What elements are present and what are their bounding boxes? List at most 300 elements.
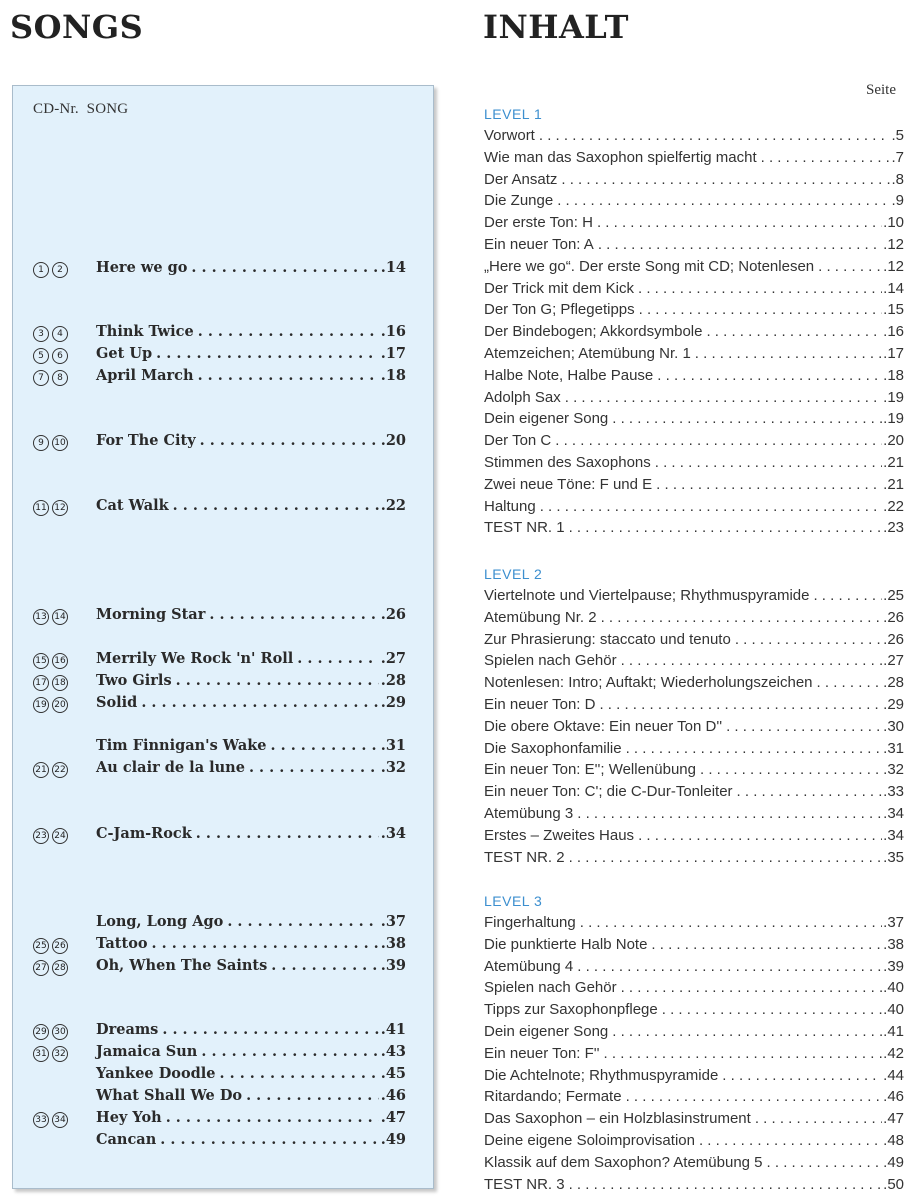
page-number-value: 32 [887,761,904,779]
leader-dots [767,1154,883,1171]
leader-dots [612,1023,882,1040]
toc-page-number: .50 [883,1175,904,1193]
leader-dots [735,631,882,648]
toc-entry-title: Klassik auf dem Saxophon? Atemübung 5 [484,1153,763,1171]
song-row [33,345,406,367]
leader-dots [621,979,883,996]
toc-entry-title: Dein eigener Song [484,1023,609,1040]
cd-numbers [33,960,96,976]
cd-track-number: 5 [33,348,49,364]
song-row [33,1043,406,1065]
toc-entry [484,1176,904,1198]
song-page-number: .28 [380,672,406,689]
toc-entry [484,389,904,411]
leader-dots [141,694,378,711]
cd-track-number: 13 [33,609,49,625]
page-number-value: 27 [887,652,904,670]
toc-entry [484,827,904,849]
toc-entry-title: Adolph Sax [484,388,561,406]
toc-page-number: .29 [883,696,904,713]
leader-dots [196,825,379,842]
leader-dots [638,280,882,297]
song-row [33,1065,406,1087]
page-number-value: 10 [887,214,904,232]
song-row [33,432,406,454]
page-number-value: 22 [385,497,406,514]
cd-numbers [33,1024,96,1040]
song-title: Morning Star [96,606,206,623]
toc-entry [484,149,904,171]
song-page-number: .49 [380,1131,406,1148]
page-number-value: 39 [385,957,406,974]
song-title: Yankee Doodle [96,1065,216,1082]
toc-entry-title: Wie man das Saxophon spielfertig macht [484,148,757,166]
songs-panel [12,85,434,1189]
page-number-value: 26 [887,630,904,648]
toc-page-number: .26 [883,630,904,648]
toc-entry-title: Der erste Ton: H [484,214,593,232]
leader-dots [580,914,882,931]
page-number-value: 38 [887,935,904,953]
leader-dots [569,519,883,536]
page-number-value: 30 [887,717,904,735]
cd-track-number: 3 [33,326,49,342]
cd-numbers [33,653,96,669]
toc-page-number: .37 [883,914,904,931]
page-number-value: 18 [887,366,904,384]
leader-dots [271,957,378,974]
page-number-value: 34 [887,826,904,844]
page-number-value: 25 [887,587,904,604]
leader-dots [639,301,883,318]
toc-entry-title: Ein neuer Ton: C'; die C-Dur-Tonleiter [484,783,733,801]
toc-entry [484,1067,904,1089]
cd-numbers [33,500,96,516]
toc-entry-title: Haltung [484,497,536,515]
toc-entry-title: Die Zunge [484,192,554,210]
level-label: LEVEL 3 [484,893,543,909]
cd-track-number: 29 [33,1024,49,1040]
song-title: Think Twice [96,323,194,340]
song-row [33,323,406,345]
page-number-value: 50 [887,1175,904,1193]
leader-dots [198,323,379,340]
toc-entry [484,914,904,936]
leader-dots [722,1067,882,1084]
toc-entry-title: Das Saxophon – ein Holzblasinstrument [484,1110,751,1128]
cd-track-number: 2 [52,262,68,278]
toc-entry-title: Die Achtelnote; Rhythmuspyramide [484,1066,719,1084]
toc-page-number: .25 [883,587,904,604]
page-number-value: 47 [385,1109,406,1126]
toc-page-number: .48 [883,1132,904,1149]
song-page-number: .22 [380,497,406,514]
page-number-value: 26 [385,606,406,623]
page-number-value: 7 [895,148,904,166]
leader-dots [657,367,882,384]
toc-page-number: .15 [883,301,904,319]
cd-numbers [33,435,96,451]
page-number-value: 28 [887,674,904,692]
song-page-number: .38 [380,935,406,952]
toc-entry-title: Vorwort [484,127,535,144]
page-number-value: 14 [887,279,904,297]
song-page-number: .27 [380,650,406,667]
toc-entry [484,849,904,871]
toc-entry [484,1001,904,1023]
leader-dots [198,367,379,384]
page-number-value: 14 [385,259,406,276]
cd-numbers [33,609,96,625]
song-page-number: .34 [380,825,406,842]
song-page-number: .26 [380,606,406,623]
toc-entry-title: Atemübung Nr. 2 [484,608,597,626]
song-row [33,935,406,957]
cd-track-number: 27 [33,960,49,976]
toc-entry-title: TEST NR. 1 [484,519,565,537]
leader-dots [626,740,883,757]
toc-entry [484,805,904,827]
toc-entry [484,958,904,980]
leader-dots [540,498,882,515]
song-row [33,497,406,519]
toc-page-number: .38 [883,935,904,953]
leader-dots [817,674,883,691]
page-number-value: 48 [887,1132,904,1149]
page-number-value: 49 [887,1153,904,1171]
toc-entry-title: TEST NR. 2 [484,848,565,866]
toc-entry [484,258,904,280]
toc-entry [484,1154,904,1176]
toc-entry [484,214,904,236]
leader-dots [249,759,379,776]
leader-dots [191,259,378,276]
cd-track-number: 24 [52,828,68,844]
cd-track-number: 8 [52,370,68,386]
page-number-value: 47 [887,1110,904,1128]
toc-page-number: .22 [883,497,904,515]
cd-numbers [33,348,96,364]
toc-entry-title: Stimmen des Saxophons [484,454,651,471]
toc-entry-title: Ein neuer Ton: F'' [484,1044,600,1062]
song-title: For The City [96,432,196,449]
song-page-number: .14 [380,259,406,276]
toc-page-number: .26 [883,608,904,626]
page-number-value: 40 [887,1001,904,1019]
toc-entry-title: Die obere Oktave: Ein neuer Ton D'' [484,717,723,735]
song-row [33,737,406,759]
page-number-value: 12 [887,257,904,275]
leader-dots [813,587,882,604]
song-title: Long, Long Ago [96,913,224,930]
toc-entry-title: Spielen nach Gehör [484,979,617,997]
song-page-number: .16 [380,323,406,340]
leader-dots [737,783,883,800]
leader-dots [569,1176,883,1193]
toc-entry [484,609,904,631]
song-title: Here we go [96,259,188,276]
level-label: LEVEL 2 [484,566,543,582]
page-number-value: 31 [385,737,406,754]
song-row [33,957,406,979]
page-number-value: 34 [385,825,406,842]
leader-dots [246,1087,379,1104]
song-page-number: .45 [380,1065,406,1082]
toc-entry-title: Zur Phrasierung: staccato und tenuto [484,630,731,648]
toc-entry [484,519,904,541]
song-row [33,825,406,847]
leader-dots [699,1132,882,1149]
page-number-value: 29 [887,696,904,713]
cd-track-number: 11 [33,500,49,516]
toc-entry [484,454,904,476]
toc-entry [484,301,904,323]
leader-dots [706,323,882,340]
leader-dots [598,236,882,253]
toc-entry [484,127,904,149]
leader-dots [577,805,882,822]
page-number-value: 41 [385,1021,406,1038]
toc-entry-title: Erstes – Zweites Haus [484,826,635,844]
toc-entry-title: Spielen nach Gehör [484,652,617,670]
page-number-value: 39 [887,957,904,975]
page-number-value: 46 [887,1088,904,1106]
toc-page-number: .42 [883,1044,904,1062]
cd-track-number: 9 [33,435,49,451]
toc-page-number: .23 [883,519,904,537]
leader-dots [761,149,891,166]
leader-dots [156,345,379,362]
toc-entry-title: Ritardando; Fermate [484,1088,622,1106]
leader-dots [638,827,882,844]
toc-page-number: .41 [883,1023,904,1040]
song-row [33,650,406,672]
leader-dots [621,652,883,669]
page-number-value: 26 [887,608,904,626]
leader-dots [569,849,883,866]
cd-numbers [33,828,96,844]
leader-dots [173,497,379,514]
toc-entry [484,410,904,432]
toc-entry [484,718,904,740]
toc-page-number: .28 [883,674,904,692]
toc-entry-title: Der Ton C [484,432,552,450]
song-row [33,1021,406,1043]
toc-entry [484,783,904,805]
leader-dots [695,345,882,362]
toc-entry-title: Zwei neue Töne: F und E [484,475,653,493]
toc-entry-title: „Here we go“. Der erste Song mit CD; Notenlesen [484,257,815,275]
song-title: Merrily We Rock 'n' Roll [96,650,294,667]
leader-dots [626,1088,883,1105]
toc-page-number: .17 [883,345,904,362]
page-number-value: 23 [887,519,904,537]
toc-entry-title: Deine eigene Soloimprovisation [484,1132,695,1149]
song-page-number: .29 [380,694,406,711]
song-title: Cat Walk [96,497,169,514]
toc-entry-title: Die Saxophonfamilie [484,739,622,757]
toc-entry [484,1088,904,1110]
toc-entry [484,236,904,258]
toc-entry-title: Der Ton G; Pflegetipps [484,301,635,319]
song-title: Hey Yoh [96,1109,162,1126]
page-number-value: 18 [385,367,406,384]
seite-label: Seite [866,82,896,98]
page-number-value: 15 [887,301,904,319]
song-page-number: .32 [380,759,406,776]
leader-dots [599,696,882,713]
song-row [33,759,406,781]
song-row [33,1131,406,1153]
page-number-value: 49 [385,1131,406,1148]
page-number-value: 38 [385,935,406,952]
song-title: Dreams [96,1021,159,1038]
cd-track-number: 26 [52,938,68,954]
page-number-value: 21 [887,454,904,471]
leader-dots [700,761,882,778]
leader-dots [565,389,882,406]
cd-track-number: 30 [52,1024,68,1040]
toc-entry-title: Fingerhaltung [484,914,576,931]
leader-dots [612,410,882,427]
toc-entry [484,740,904,762]
cd-numbers [33,262,96,278]
leader-dots [227,913,378,930]
cd-track-number: 28 [52,960,68,976]
toc-entry-title: Atemübung 3 [484,805,574,822]
toc-page-number: .21 [883,454,904,471]
cd-numbers [33,326,96,342]
leader-dots [577,958,882,975]
page-number-value: 17 [887,345,904,362]
leader-dots [818,258,882,275]
page-number-value: 29 [385,694,406,711]
toc-entry [484,192,904,214]
page-number-value: 35 [887,848,904,866]
leader-dots [604,1045,883,1062]
toc-entry [484,280,904,302]
toc-entry-title: Atemübung 4 [484,957,574,975]
leader-dots [271,737,379,754]
page-number-value: 27 [385,650,406,667]
song-page-number: .17 [380,345,406,362]
leader-dots [555,432,882,449]
song-title: Jamaica Sun [96,1043,198,1060]
page-number-value: 8 [895,170,904,188]
toc-page-number: .27 [883,652,904,670]
toc-page-number: .16 [883,323,904,341]
toc-page-number: .9 [891,192,904,210]
cd-track-number: 1 [33,262,49,278]
toc-entry [484,761,904,783]
cd-numbers [33,938,96,954]
toc-page-number: .8 [891,170,904,188]
leader-dots [656,476,882,493]
song-row [33,913,406,935]
song-title: Solid [96,694,138,711]
leader-dots [601,609,883,626]
song-title: Cancan [96,1131,157,1148]
song-page-number: .18 [380,367,406,384]
page-number-value: 37 [887,914,904,931]
song-row [33,606,406,628]
page-number-value: 45 [385,1065,406,1082]
cd-track-number: 20 [52,697,68,713]
toc-page-number: .12 [883,257,904,275]
toc-page-number: .19 [883,410,904,428]
song-row [33,367,406,389]
toc-entry [484,367,904,389]
song-page-number: .39 [380,957,406,974]
toc-entry [484,1023,904,1045]
cd-track-number: 22 [52,762,68,778]
song-title: Oh, When The Saints [96,957,268,974]
page-number-value: 44 [887,1066,904,1084]
cd-track-number: 12 [52,500,68,516]
toc-page-number: .33 [883,783,904,801]
toc-entry [484,1110,904,1132]
level-label: LEVEL 1 [484,106,543,122]
toc-entry-title: TEST NR. 3 [484,1175,565,1193]
song-page-number: .31 [380,737,406,754]
toc-page-number: .12 [883,236,904,253]
toc-page-number: .5 [891,127,904,144]
cd-track-number: 18 [52,675,68,691]
song-title: Au clair de la lune [96,759,245,776]
leader-dots [557,192,890,209]
toc-entry [484,652,904,674]
toc-entry-title: Der Ansatz [484,170,558,188]
toc-entry [484,1045,904,1067]
leader-dots [561,171,890,188]
toc-entry [484,979,904,1001]
leader-dots [726,718,882,735]
cd-numbers [33,370,96,386]
page-number-value: 41 [887,1023,904,1040]
song-title: Get Up [96,345,153,362]
leader-dots [209,606,378,623]
toc-entry [484,476,904,498]
cd-track-number: 4 [52,326,68,342]
page-number-value: 34 [887,805,904,822]
toc-page-number: .10 [883,214,904,232]
page-number-value: 32 [385,759,406,776]
song-title: C-Jam-Rock [96,825,192,842]
song-page-number: .37 [380,913,406,930]
toc-entry-title: Halbe Note, Halbe Pause [484,366,654,384]
songs-heading: SONGS [10,8,144,46]
leader-dots [651,936,882,953]
cd-numbers [33,1046,96,1062]
toc-entry-title: Viertelnote und Viertelpause; Rhythmuspyramide [484,587,810,604]
page-number-value: 19 [887,410,904,428]
inhalt-heading: INHALT [483,8,629,46]
toc-entry-title: Der Bindebogen; Akkordsymbole [484,323,703,341]
toc-entry-title: Ein neuer Ton: D [484,696,596,713]
toc-page-number: .31 [883,739,904,757]
toc-entry [484,345,904,367]
toc-entry-title: Tipps zur Saxophonpflege [484,1001,658,1019]
toc-page-number: .30 [883,717,904,735]
toc-entry-title: Atemzeichen; Atemübung Nr. 1 [484,345,691,362]
toc-entry-title: Dein eigener Song [484,410,609,428]
page-number-value: 19 [887,388,904,406]
toc-page-number: .40 [883,979,904,997]
toc-page-number: .35 [883,848,904,866]
cd-track-number: 31 [33,1046,49,1062]
leader-dots [201,1043,378,1060]
cd-track-number: 15 [33,653,49,669]
